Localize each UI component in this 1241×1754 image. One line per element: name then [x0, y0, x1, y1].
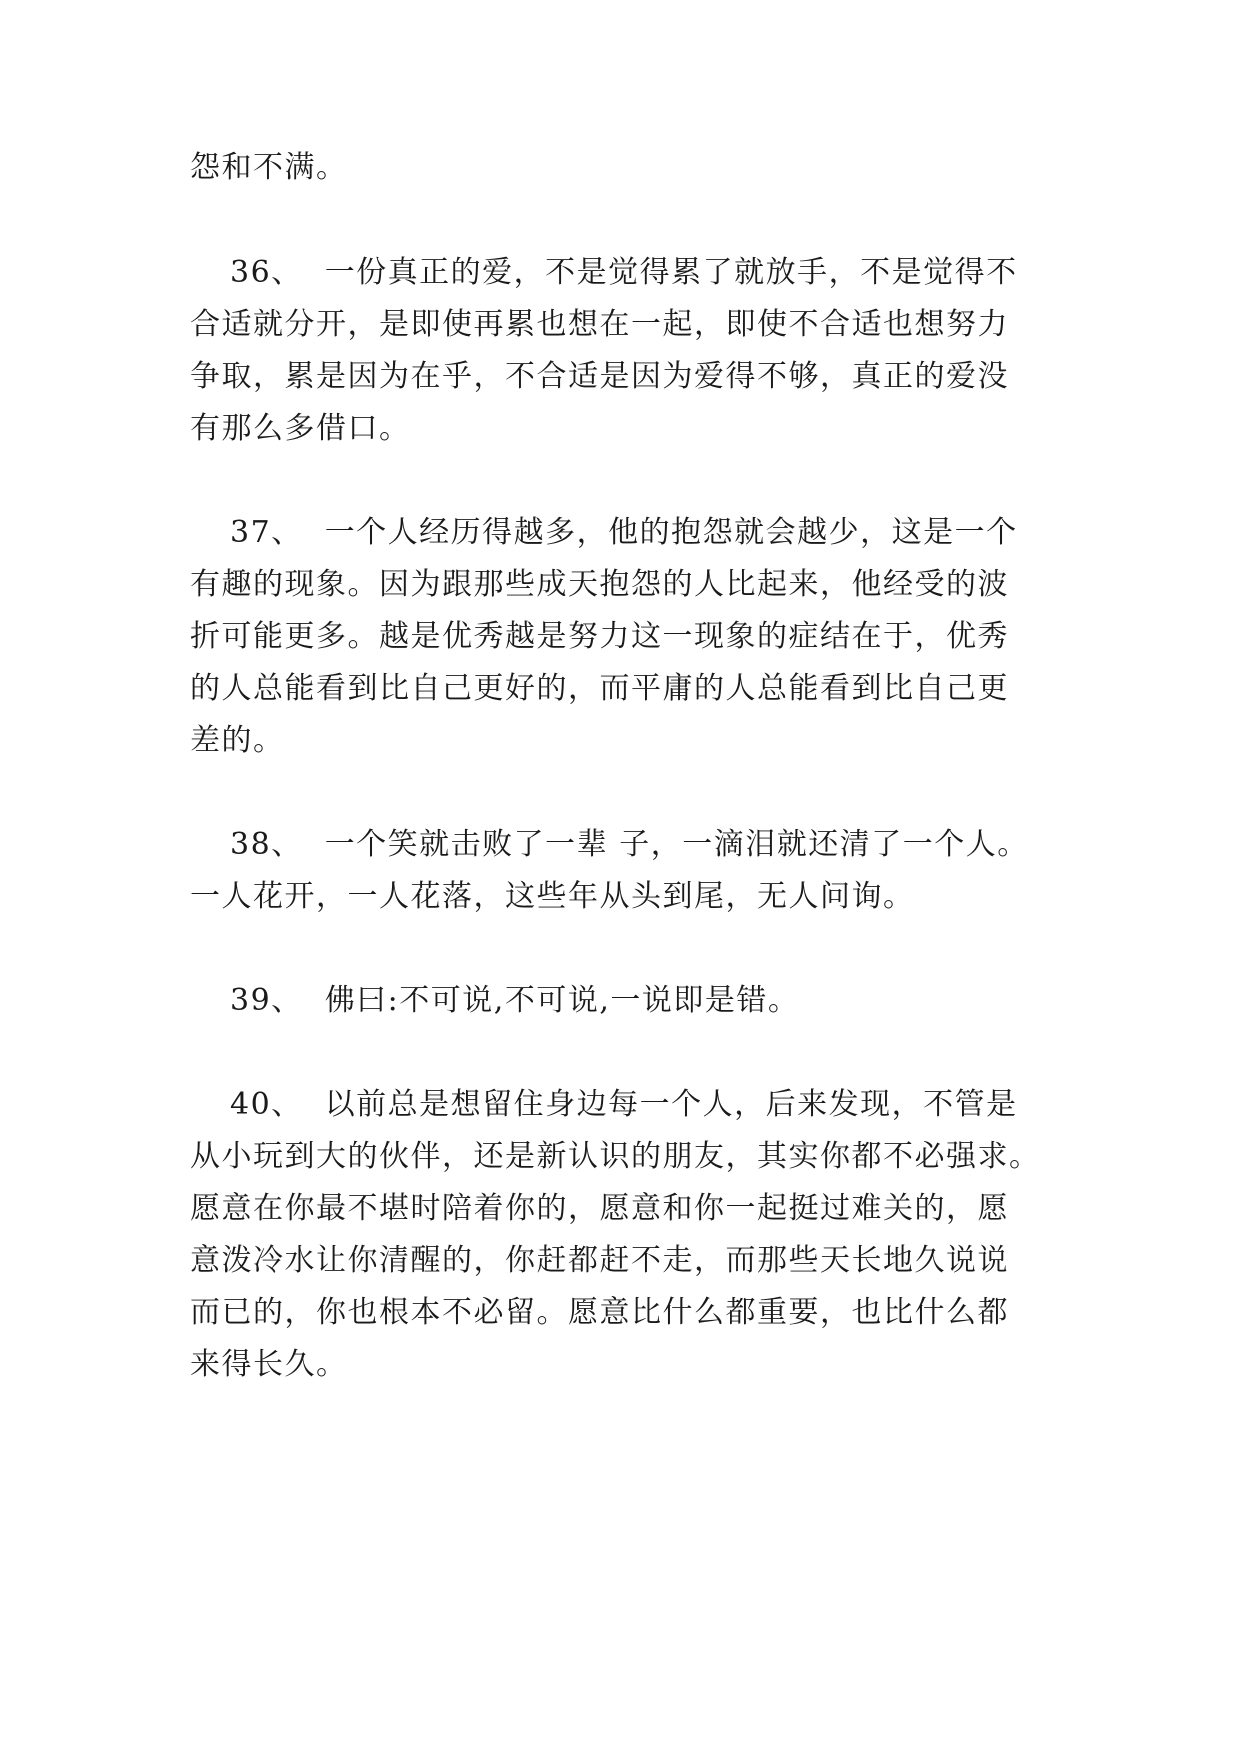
text-line: 怨和不满。 [190, 150, 348, 185]
text-line: 佛曰:不可说,不可说,一说即是错。 [324, 983, 800, 1018]
item-number: 40、 [230, 1087, 303, 1122]
item-number: 37、 [230, 515, 303, 550]
paragraph-40-first-line [230, 1085, 1110, 1125]
paragraph-38-first-line [230, 825, 1110, 865]
text-line: 有那么多借口。 [190, 411, 411, 446]
item-number: 38、 [230, 827, 303, 862]
text-line: 意泼冷水让你清醒的，你赶都赶不走，而那些天长地久说说 [190, 1243, 1009, 1278]
text-line: 有趣的现象。因为跟那些成天抱怨的人比起来，他经受的波 [190, 567, 1009, 602]
paragraph-39-first-line [230, 981, 1110, 1021]
text-line: 差的。 [190, 723, 285, 758]
text-line: 一人花开，一人花落，这些年从头到尾，无人问询。 [190, 879, 915, 914]
text-line: 来得长久。 [190, 1347, 348, 1382]
text-line: 愿意在你最不堪时陪着你的，愿意和你一起挺过难关的，愿 [190, 1191, 1009, 1226]
text-line: 从小玩到大的伙伴，还是新认识的朋友，其实你都不必强求。 [190, 1139, 1041, 1174]
text-line: 折可能更多。越是优秀越是努力这一现象的症结在于，优秀 [190, 619, 1009, 654]
text-line: 以前总是想留住身边每一个人，后来发现，不管是 [324, 1087, 1018, 1122]
text-line: 一个笑就击败了一辈 子，一滴泪就还清了一个人。 [324, 827, 1029, 862]
text-line: 而已的，你也根本不必留。愿意比什么都重要，也比什么都 [190, 1295, 1009, 1330]
text-line: 的人总能看到比自己更好的，而平庸的人总能看到比自己更 [190, 671, 1009, 706]
paragraph-36-first-line [230, 253, 1110, 293]
item-number: 36、 [230, 255, 303, 290]
text-line: 一份真正的爱，不是觉得累了就放手，不是觉得不 [324, 255, 1018, 290]
text-line: 合适就分开，是即使再累也想在一起，即使不合适也想努力 [190, 307, 1009, 342]
item-number: 39、 [230, 983, 303, 1018]
text-line: 争取，累是因为在乎，不合适是因为爱得不够，真正的爱没 [190, 359, 1009, 394]
paragraph-37-first-line [230, 513, 1110, 553]
text-line: 一个人经历得越多，他的抱怨就会越少，这是一个 [324, 515, 1018, 550]
